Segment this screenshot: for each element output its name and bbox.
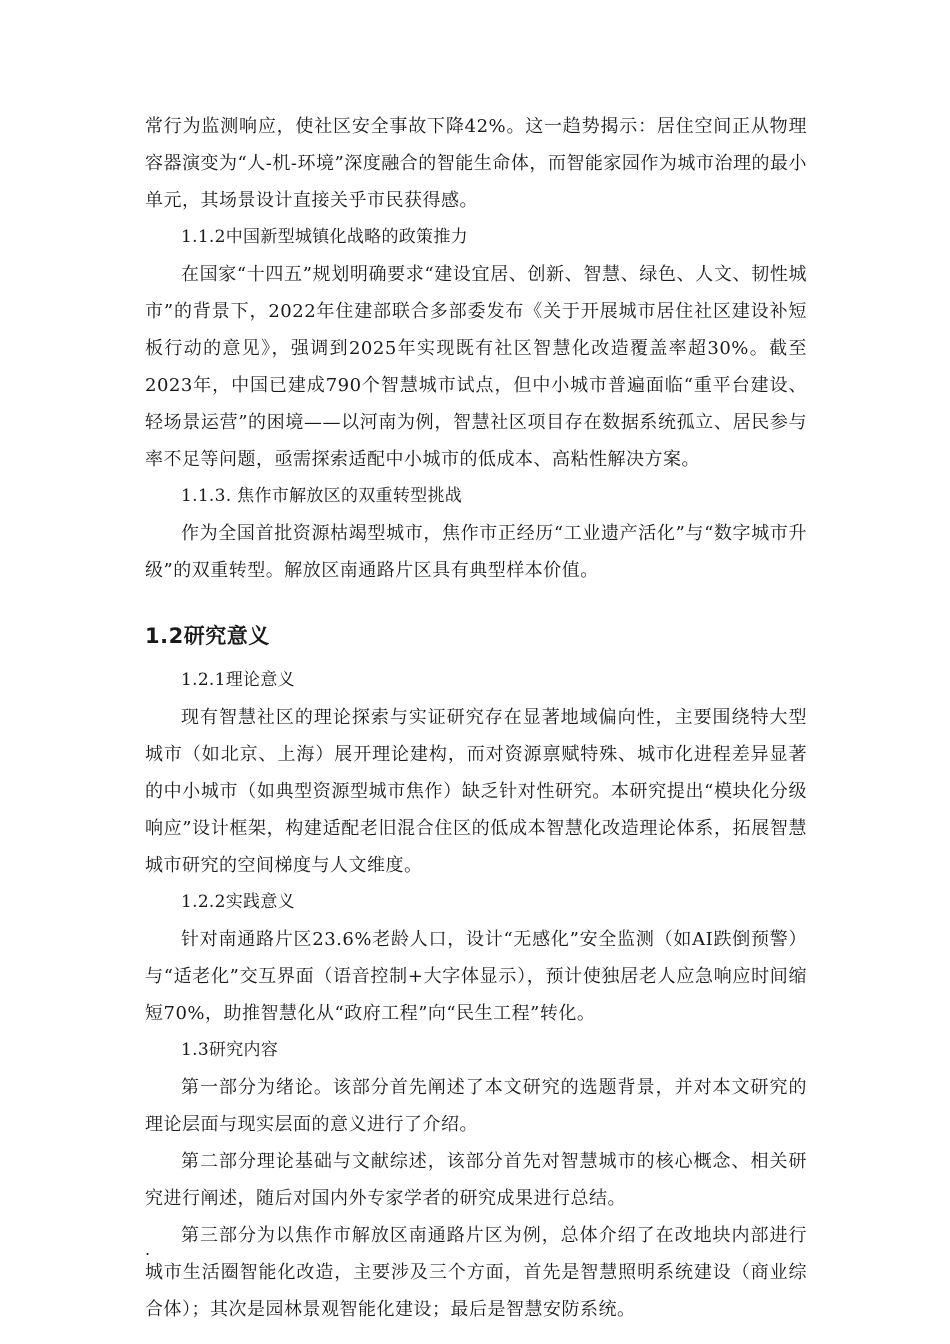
paragraph-1-2-2: 针对南通路片区23.6%老龄人口，设计“无感化”安全监测（如AI跌倒预警）与“适老化”交互界面（语音控制+大字体显示），预计使独居老人应急响应时间缩短70%，助推智慧化从“政府工程”向“民生工程”转化。 bbox=[145, 929, 807, 1024]
paragraph-intro-continued: 常行为监测响应，使社区安全事故下降42%。这一趋势揭示：居住空间正从物理容器演变为“人-机-环境”深度融合的智能生命体，而智能家园作为城市治理的最小单元，其场景设计直接关乎市民获得感。 bbox=[145, 116, 807, 211]
subheading-1-1-2: 1.1.2中国新型城镇化战略的政策推力 bbox=[181, 227, 468, 247]
section-heading-1-2: 1.2研究意义 bbox=[145, 624, 270, 648]
paragraph-1-1-2: 在国家“十四五”规划明确要求“建设宜居、创新、智慧、绿色、人文、韧性城市”的背景下，2022年住建部联合多部委发布《关于开展城市居住社区建设补短板行动的意见》，强调到2025年实现既有社区智慧化改造覆盖率超30%。截至2023年，中国已建成790个智慧城市试点，但中小城市普遍面临“重平台建设、轻场景运营”的困境——以河南为例，智慧社区项目存在数据系统孤立、居民参与率不足等问题，亟需探索适配中小城市的低成本、高粘性解决方案。 bbox=[145, 264, 807, 470]
paragraph-1-3-part-three: 第三部分为以焦作市解放区南通路片区为例，总体介绍了在改地块内部进行城市生活圈智能化改造，主要涉及三个方面，首先是智慧照明系统建设（商业综合体）；其次是园林景观智能化建设；最后是智慧安防系统。 bbox=[145, 1225, 807, 1320]
paragraph-1-3-part-two: 第二部分理论基础与文献综述，该部分首先对智慧城市的核心概念、相关研究进行阐述，随后对国内外专家学者的研究成果进行总结。 bbox=[145, 1151, 807, 1209]
subheading-1-1-3: 1.1.3. 焦作市解放区的双重转型挑战 bbox=[181, 486, 463, 506]
subheading-1-2-1: 1.2.1理论意义 bbox=[181, 670, 295, 690]
subheading-1-3: 1.3研究内容 bbox=[181, 1040, 279, 1060]
paragraph-1-2-1: 现有智慧社区的理论探索与实证研究存在显著地域偏向性，主要围绕特大型城市（如北京、上海）展开理论建构，而对资源禀赋特殊、城市化进程差异显著的中小城市（如典型资源型城市焦作）缺乏针对性研究。本研究提出“模块化分级响应”设计框架，构建适配老旧混合住区的低成本智慧化改造理论体系，拓展智慧城市研究的空间梯度与人文维度。 bbox=[145, 707, 807, 876]
footer-dot: . bbox=[145, 1240, 151, 1259]
document-body bbox=[145, 108, 807, 1328]
subheading-1-2-2: 1.2.2实践意义 bbox=[181, 892, 295, 912]
paragraph-1-1-3: 作为全国首批资源枯竭型城市，焦作市正经历“工业遗产活化”与“数字城市升级”的双重转型。解放区南通路片区具有典型样本价值。 bbox=[145, 523, 807, 581]
paragraph-1-3-part-one: 第一部分为绪论。该部分首先阐述了本文研究的选题背景，并对本文研究的理论层面与现实层面的意义进行了介绍。 bbox=[145, 1077, 807, 1135]
